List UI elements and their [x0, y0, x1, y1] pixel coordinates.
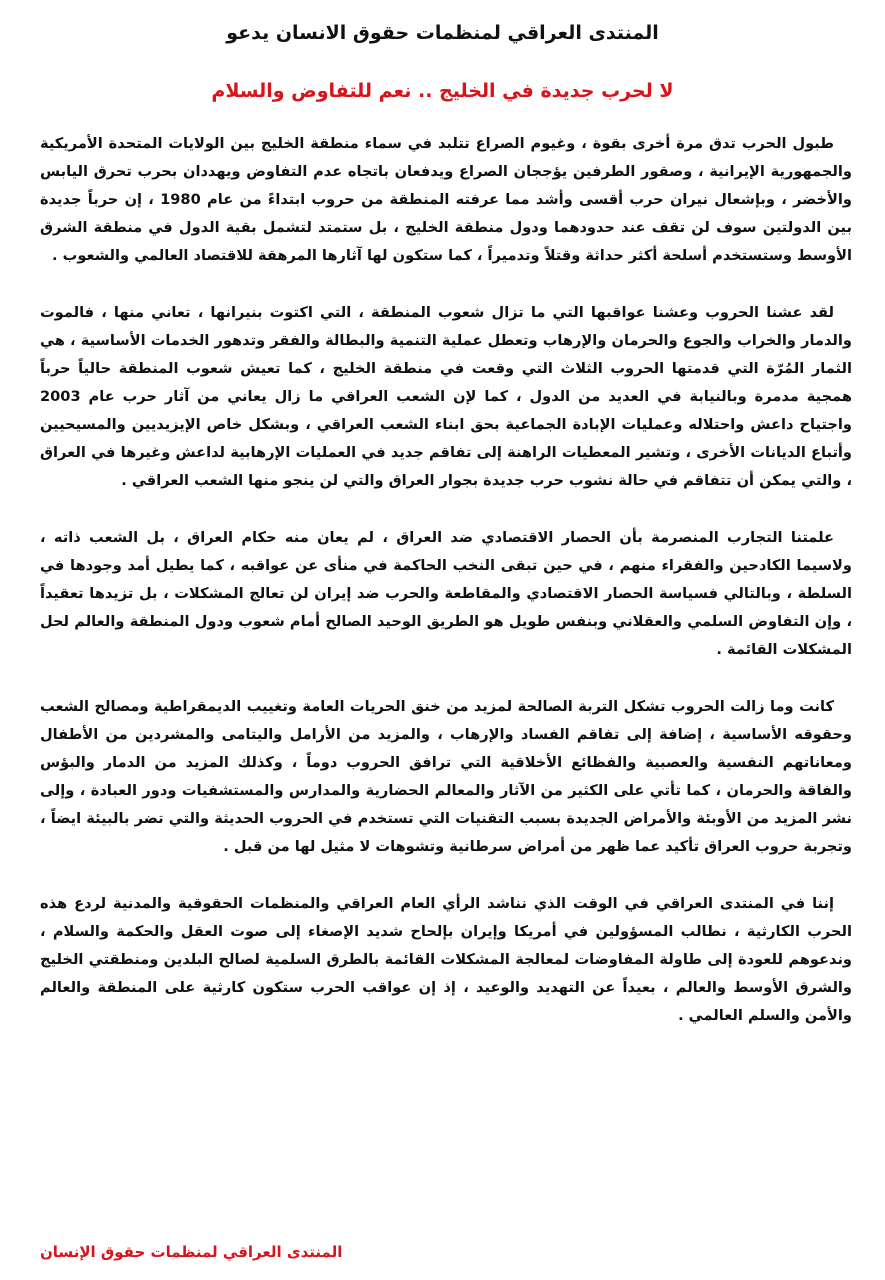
paragraph-1: طبول الحرب تدق مرة أخرى بقوة ، وغيوم الصراع تتلبد في سماء منطقة الخليج بين الولايات المتحدة الأمريكية والجمهورية الإيرانية ، وصقور الطرفين يؤججان الصراع ويدفعان باتجاه عدم التفاوض ويهددان بحرب تحرق اليابس والأخضر ، وبإشعال نيران حرب أقسى وأشد مما عرفته المنطقة من حروب ابتداءً من عام 1980 ، إن حرباً جديدة بين الدولتين سوف لن تقف عند حدودهما ودول منطقة الخليج ، بل ستمتد لتشمل بقية الدول في منطقة الشرق الأوسط وستستخدم أسلحة أكثر حداثة وقتلاً وتدميراً ، كما ستكون لها آثارها المرهقة للاقتصاد العالمي والشعوب . — [40, 135, 852, 264]
paragraph-3: علمتنا التجارب المنصرمة بأن الحصار الاقتصادي ضد العراق ، لم يعان منه حكام العراق ، بل الشعب ذاته ، ولاسيما الكادحين والفقراء منهم ، في حين تبقى النخب الحاكمة في منأى عن عواقبه ، كما يطيل أمد وجودها في السلطة ، وبالتالي فسياسة الحصار الاقتصادي والمقاطعة والحرب ضد إيران لن تعالج المشكلات ، بل تزيدها تعقيداً ، وإن التفاوض السلمي والعقلاني وبنفس طويل هو الطريق الوحيد الصالح أمام شعوب ودول المنطقة والعالم لحل المشكلات القائمة . — [40, 529, 852, 658]
paragraph-5: إننا في المنتدى العراقي في الوقت الذي نناشد الرأي العام العراقي والمنظمات الحقوقية والمدنية لردع هذه الحرب الكارثية ، نطالب المسؤولين في أمريكا وإيران بإلحاح شديد الإصغاء إلى صوت العقل والحكمة والسلام ، وندعوهم للعودة إلى طاولة المفاوضات لمعالجة المشكلات القائمة بالطرق السلمية لصالح البلدين ومنطقتي الخليج والشرق الأوسط والعالم ، بعيداً عن التهديد والوعيد ، إذ إن عواقب الحرب ستكون كارثية على المنطقة والعالم والأمن والسلم العالمي . — [40, 895, 852, 1024]
document-body — [40, 130, 852, 1059]
paragraph-4: كانت وما زالت الحروب تشكل التربة الصالحة لمزيد من خنق الحريات العامة وتغييب الديمقراطية ومصالح الشعب وحقوقه الأساسية ، إضافة إلى تفاقم الفساد والإرهاب ، والمزيد من الأرامل واليتامى والمشردين من الأطفال ومعاناتهم النفسية والعصبية والفظائع الأخلاقية التي ترافق الحروب دوماً ، وكذلك المزيد من الدمار والبؤس والفاقة والحرمان ، كما تأتي على الكثير من الآثار والمعالم الحضارية والمدارس والمستشفيات ودور العبادة ، وإلى نشر المزيد من الأوبئة والأمراض الجديدة بسبب التقنيات التي تستخدم في الحروب الحديثة والتي تضر بالبيئة ايضاً ، وتجربة حروب العراق تأكيد عما ظهر من أمراض سرطانية وتشوهات لا مثيل لها من قبل . — [40, 698, 852, 855]
document-signature: المنتدى العراقي لمنظمات حقوق الإنسان — [40, 1243, 343, 1261]
paragraph-2: لقد عشنا الحروب وعشنا عواقبها التي ما تزال شعوب المنطقة ، التي اكتوت بنيرانها ، تعاني منها ، فالموت والدمار والخراب والجوع والحرمان والإرهاب وتعطل عملية التنمية والبطالة والفقر وتدهور الخدمات الأساسية ، هي الثمار المُرّة التي قدمتها الحروب الثلاث التي وقعت في منطقة الخليج ، كما تعيش شعوب المنطقة حالياً حرباً همجية مدمرة وبالنيابة في العديد من الدول ، كما لإن الشعب العراقي ما زال يعاني من آثار حرب عام 2003 واجتياح داعش واحتلاله وعمليات الإبادة الجماعية بحق ابناء الشعب العراقي ، وبشكل خاص الإيزيديين والمسيحيين وأتباع الديانات الأخرى ، وتشير المعطيات الراهنة إلى تفاقم جديد في العمليات الإرهابية لداعش وغيرها في العراق ، والتي يمكن أن تتفاقم في حالة نشوب حرب جديدة بجوار العراق والتي لن ينجو منها الشعب العراقي . — [40, 304, 852, 489]
document-subtitle: لا لحرب جديدة في الخليج .. نعم للتفاوض والسلام — [211, 80, 674, 102]
document-header: المنتدى العراقي لمنظمات حقوق الانسان يدعو — [226, 22, 659, 44]
